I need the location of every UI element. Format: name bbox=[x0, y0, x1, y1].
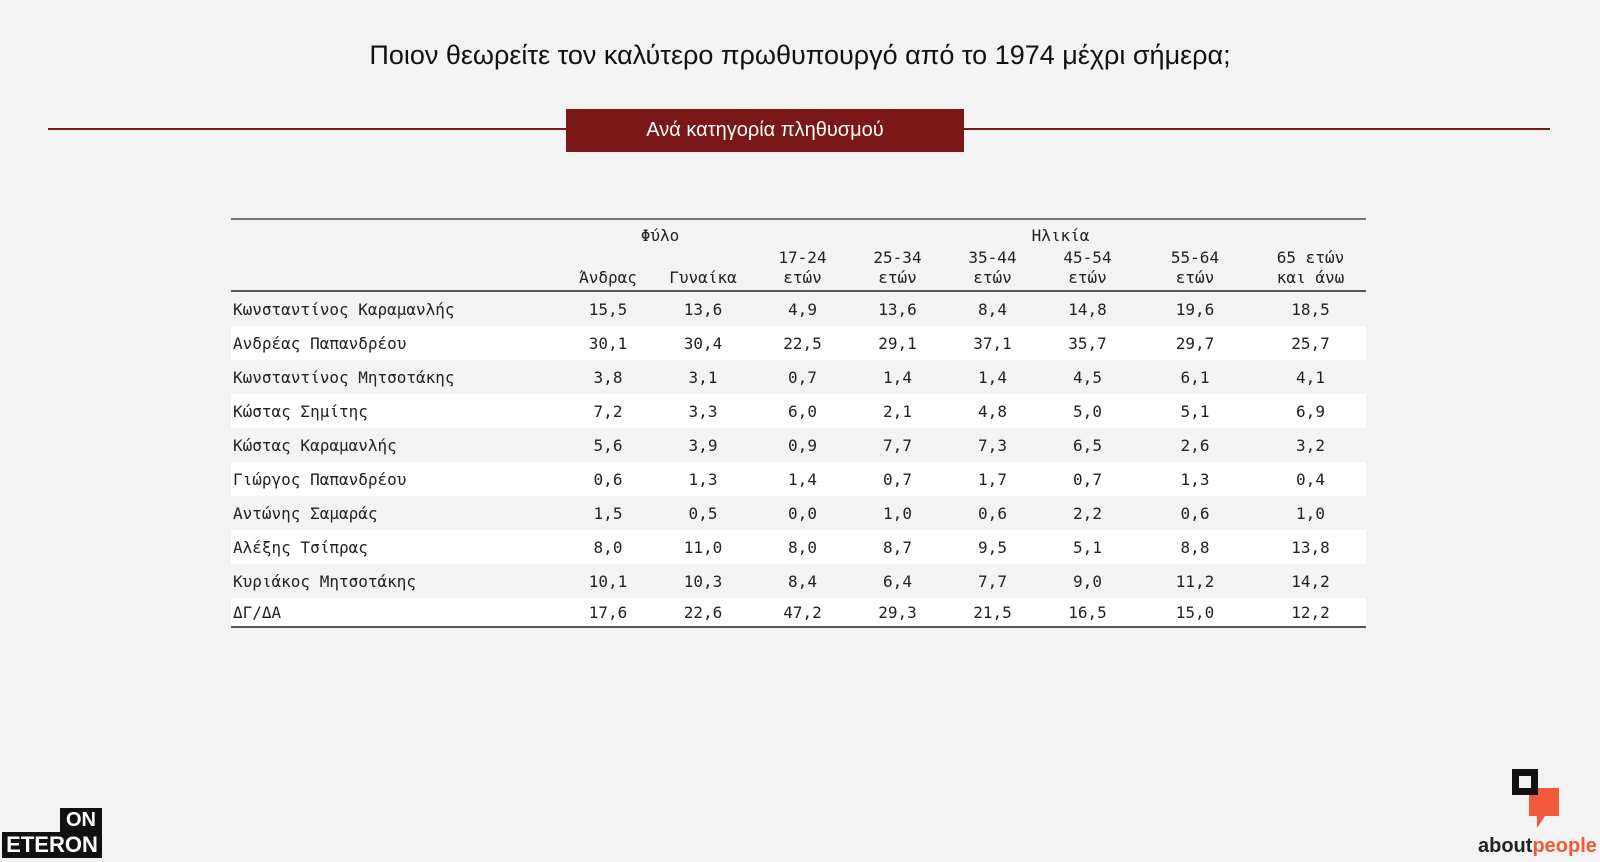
table-cell: 6,4 bbox=[883, 571, 912, 591]
row-label: ΔΓ/ΔΑ bbox=[231, 598, 565, 627]
table-cell: 3,1 bbox=[688, 367, 718, 387]
table-cell: 8,8 bbox=[1135, 530, 1255, 564]
group-header-age: Ηλικία bbox=[755, 219, 1366, 247]
row-label: Κυριάκος Μητσοτάκης bbox=[233, 571, 417, 591]
table-cell: 3,2 bbox=[1296, 435, 1325, 455]
table-cell: 7,7 bbox=[978, 571, 1007, 591]
table-cell: 2,2 bbox=[1073, 503, 1102, 523]
table-cell: 16,5 bbox=[1040, 598, 1135, 627]
table-cell: 5,1 bbox=[1135, 394, 1255, 428]
table-cell: 13,6 bbox=[683, 299, 723, 319]
table-cell: 10,1 bbox=[588, 571, 628, 591]
table-cell: 12,2 bbox=[1255, 598, 1366, 627]
column-header bbox=[651, 247, 755, 291]
logo-on-text: ON bbox=[60, 808, 102, 832]
table-cell: 15,5 bbox=[588, 299, 628, 319]
row-label: Γιώργος Παπανδρέου bbox=[231, 462, 565, 496]
column-header-line1: 45-54 bbox=[1063, 248, 1112, 267]
table-row bbox=[231, 564, 1366, 598]
table-cell: 18,5 bbox=[1291, 299, 1330, 319]
table-cell: 6,5 bbox=[1073, 435, 1102, 455]
column-header-line2: ετών bbox=[1068, 268, 1107, 287]
column-header-line2: ετών bbox=[783, 268, 822, 287]
table-row bbox=[231, 326, 1366, 360]
aboutpeople-logo bbox=[1478, 768, 1596, 858]
category-banner: Ανά κατηγορία πληθυσμού bbox=[566, 109, 964, 152]
table-cell: 0,9 bbox=[788, 435, 817, 455]
table-cell: 1,3 bbox=[651, 462, 755, 496]
table-cell: 0,0 bbox=[788, 503, 817, 523]
table-cell: 1,0 bbox=[883, 503, 912, 523]
table-cell: 0,7 bbox=[1040, 462, 1135, 496]
table-cell: 14,2 bbox=[1291, 571, 1330, 591]
table-cell: 3,3 bbox=[651, 394, 755, 428]
table-cell: 17,6 bbox=[565, 598, 651, 627]
column-header-line1: 35-44 bbox=[968, 248, 1017, 267]
table-cell: 22,5 bbox=[755, 326, 850, 360]
table-cell: 6,9 bbox=[1255, 394, 1366, 428]
column-header bbox=[565, 247, 651, 291]
table-cell: 8,4 bbox=[788, 571, 817, 591]
table-cell: 7,2 bbox=[565, 394, 651, 428]
aboutpeople-mark-icon bbox=[1511, 768, 1563, 832]
table-cell: 0,6 bbox=[565, 462, 651, 496]
group-header-gender: Φύλο bbox=[565, 219, 755, 247]
table-cell: 9,0 bbox=[1073, 571, 1102, 591]
column-header-line2: και άνω bbox=[1276, 268, 1345, 287]
table-cell: 29,1 bbox=[850, 326, 945, 360]
table-cell: 9,5 bbox=[945, 530, 1040, 564]
table-body bbox=[231, 291, 1366, 627]
table-cell: 30,4 bbox=[651, 326, 755, 360]
column-header bbox=[1255, 247, 1366, 291]
column-header-line2: ετών bbox=[878, 268, 917, 287]
column-header bbox=[1040, 247, 1135, 291]
column-header-line2: Γυναίκα bbox=[669, 268, 737, 287]
aboutpeople-wordmark bbox=[1478, 835, 1597, 858]
table-cell: 2,6 bbox=[1180, 435, 1210, 455]
table-cell: 0,6 bbox=[978, 503, 1007, 523]
page-title: Ποιον θεωρείτε τον καλύτερο πρωθυπουργό από το 1974 μέχρι σήμερα; bbox=[369, 40, 1231, 70]
table-cell: 5,6 bbox=[593, 435, 623, 455]
column-header-row bbox=[231, 247, 1366, 291]
table-cell: 19,6 bbox=[1175, 299, 1215, 319]
table-cell: 29,3 bbox=[850, 598, 945, 627]
column-header-line2: ετών bbox=[973, 268, 1012, 287]
table-row bbox=[231, 394, 1366, 428]
table-cell: 0,5 bbox=[688, 503, 718, 523]
table-cell: 29,7 bbox=[1135, 326, 1255, 360]
table-cell: 13,8 bbox=[1255, 530, 1366, 564]
table-cell: 4,5 bbox=[1073, 367, 1102, 387]
row-label: Αντώνης Σαμαράς bbox=[233, 503, 378, 523]
table-cell: 1,0 bbox=[1296, 503, 1325, 523]
table-cell: 11,2 bbox=[1175, 571, 1215, 591]
column-header-line1: 25-34 bbox=[873, 248, 922, 267]
table-cell: 1,4 bbox=[755, 462, 850, 496]
table-cell: 22,6 bbox=[651, 598, 755, 627]
table-cell: 1,3 bbox=[1135, 462, 1255, 496]
table-cell: 4,9 bbox=[788, 299, 817, 319]
column-header-line1: 55-64 bbox=[1170, 248, 1220, 267]
table-row bbox=[231, 360, 1366, 394]
table-row bbox=[231, 428, 1366, 462]
on-eteron-logo bbox=[2, 808, 102, 858]
table-cell: 37,1 bbox=[945, 326, 1040, 360]
table-cell: 13,6 bbox=[878, 299, 917, 319]
table-row bbox=[231, 496, 1366, 530]
table-cell: 5,1 bbox=[1040, 530, 1135, 564]
table-cell: 5,0 bbox=[1040, 394, 1135, 428]
table-cell: 6,0 bbox=[755, 394, 850, 428]
table-cell: 8,4 bbox=[978, 299, 1007, 319]
row-label: Αλέξης Τσίπρας bbox=[231, 530, 565, 564]
row-label: Κωνσταντίνος Μητσοτάκης bbox=[233, 367, 455, 387]
row-label: Κώστας Σημίτης bbox=[231, 394, 565, 428]
table-cell: 8,0 bbox=[755, 530, 850, 564]
table-cell: 3,8 bbox=[593, 367, 623, 387]
table-cell: 11,0 bbox=[651, 530, 755, 564]
table-cell: 0,6 bbox=[1180, 503, 1210, 523]
table-row bbox=[231, 291, 1366, 326]
column-header bbox=[945, 247, 1040, 291]
row-label: Κώστας Καραμανλής bbox=[233, 435, 397, 455]
table-row bbox=[231, 530, 1366, 564]
table-cell: 8,0 bbox=[565, 530, 651, 564]
table-cell: 15,0 bbox=[1135, 598, 1255, 627]
table-cell: 1,4 bbox=[883, 367, 912, 387]
table-cell: 0,7 bbox=[788, 367, 817, 387]
table-cell: 2,1 bbox=[850, 394, 945, 428]
table-cell: 10,3 bbox=[683, 571, 723, 591]
table-cell: 7,3 bbox=[978, 435, 1007, 455]
table-cell: 1,5 bbox=[593, 503, 623, 523]
table-cell: 3,9 bbox=[688, 435, 718, 455]
header-spacer bbox=[231, 247, 565, 291]
results-table bbox=[231, 218, 1366, 628]
column-header bbox=[1135, 247, 1255, 291]
table-cell: 21,5 bbox=[945, 598, 1040, 627]
column-header bbox=[755, 247, 850, 291]
group-header-row bbox=[231, 219, 1366, 247]
column-header-line2: ετών bbox=[1175, 268, 1215, 287]
row-label: Κωνσταντίνος Καραμανλής bbox=[233, 299, 455, 319]
table-cell: 1,7 bbox=[945, 462, 1040, 496]
row-label: Ανδρέας Παπανδρέου bbox=[231, 326, 565, 360]
table-row bbox=[231, 462, 1366, 496]
table-cell: 0,7 bbox=[850, 462, 945, 496]
column-header-line2: Άνδρας bbox=[579, 268, 637, 287]
table-cell: 6,1 bbox=[1180, 367, 1210, 387]
header-spacer bbox=[231, 219, 565, 247]
wordmark-people: people bbox=[1532, 835, 1597, 857]
wordmark-about: about bbox=[1478, 835, 1533, 857]
table-cell: 4,1 bbox=[1296, 367, 1325, 387]
logo-eteron-text: ETERON bbox=[2, 832, 102, 858]
table-row bbox=[231, 598, 1366, 627]
table-cell: 4,8 bbox=[945, 394, 1040, 428]
table-cell: 47,2 bbox=[755, 598, 850, 627]
column-header-line1: 17-24 bbox=[778, 248, 827, 267]
table-cell: 1,4 bbox=[978, 367, 1007, 387]
table-cell: 0,4 bbox=[1255, 462, 1366, 496]
column-header-line1: 65 ετών bbox=[1276, 248, 1345, 267]
table-cell: 30,1 bbox=[565, 326, 651, 360]
table-cell: 7,7 bbox=[883, 435, 912, 455]
table-cell: 14,8 bbox=[1068, 299, 1107, 319]
table-cell: 35,7 bbox=[1040, 326, 1135, 360]
column-header bbox=[850, 247, 945, 291]
table-cell: 8,7 bbox=[850, 530, 945, 564]
table-cell: 25,7 bbox=[1255, 326, 1366, 360]
